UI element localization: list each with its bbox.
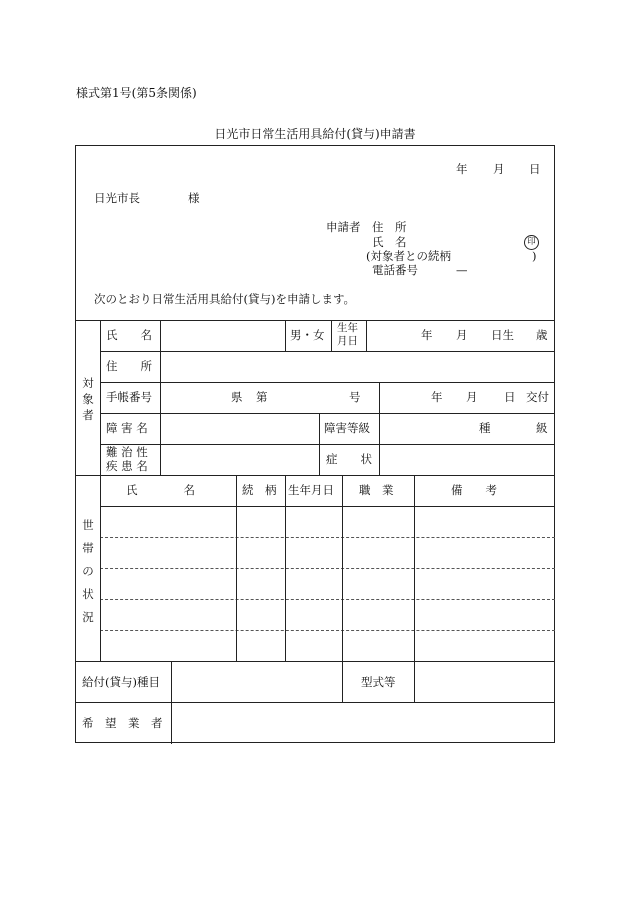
date-year: 年 — [456, 162, 468, 176]
application-form — [75, 145, 555, 743]
relation-label: (対象者との続柄 — [366, 249, 451, 263]
preferred-vendor-label: 希 望 業 者 — [82, 716, 163, 730]
applicant-label: 申請者 — [326, 220, 361, 234]
prefecture-label: 県 — [231, 390, 243, 404]
household-name-header: 氏 名 — [126, 483, 195, 497]
age-label: 歳 — [536, 328, 548, 342]
household-section-label: 世 帯 の 状 況 — [82, 518, 94, 624]
household-relation-header: 続 柄 — [242, 483, 277, 497]
birth-label-line1: 生年 — [337, 322, 358, 334]
seal-icon: 印 — [524, 235, 539, 250]
form-number: 様式第1号(第5条関係) — [76, 86, 197, 100]
subject-address-label: 住 所 — [106, 359, 152, 373]
symptoms-label: 症 状 — [326, 452, 372, 466]
applicant-name-label: 氏 名 — [372, 235, 407, 249]
mayor-addressee: 日光市長 — [94, 191, 140, 205]
intractable-label-line1: 難 治 性 — [106, 445, 148, 459]
subject-name-label: 氏 名 — [106, 328, 152, 342]
disability-name-label: 障 害 名 — [106, 421, 148, 435]
household-birthdate-header: 生年月日 — [288, 483, 334, 497]
birth-label-line2: 月日 — [337, 335, 358, 347]
sex-options: 男・女 — [290, 328, 325, 342]
birth-month: 月 — [456, 328, 468, 342]
intractable-label-line2: 疾 患 名 — [106, 459, 148, 473]
phone-dash: — — [456, 263, 468, 277]
date-month: 月 — [493, 162, 505, 176]
relation-close: ) — [532, 249, 537, 263]
dai-label: 第 — [256, 390, 268, 404]
applicant-address-label: 住 所 — [372, 220, 407, 234]
shu-label: 種 — [479, 421, 491, 435]
household-remarks-header: 備 考 — [451, 483, 497, 497]
kyu-label: 級 — [536, 421, 548, 435]
subject-section-label: 対 象 者 — [82, 376, 94, 422]
disability-grade-label: 障害等級 — [324, 421, 370, 435]
item-type-label: 給付(貸与)種目 — [82, 675, 160, 689]
model-label: 型式等 — [361, 675, 396, 689]
issue-month: 月 — [466, 390, 478, 404]
household-occupation-header: 職 業 — [359, 483, 394, 497]
date-day: 日 — [529, 162, 541, 176]
issue-year: 年 — [431, 390, 443, 404]
sama-honorific: 様 — [188, 191, 200, 205]
application-statement: 次のとおり日常生活用具給付(貸与)を申請します。 — [94, 292, 356, 306]
document-title: 日光市日常生活用具給付(貸与)申請書 — [214, 127, 416, 141]
phone-label: 電話番号 — [372, 263, 418, 277]
issued-label: 交付 — [526, 390, 549, 404]
issue-day: 日 — [504, 390, 516, 404]
go-label: 号 — [349, 390, 361, 404]
birth-year: 年 — [421, 328, 433, 342]
birth-day: 日生 — [491, 328, 514, 342]
handbook-number-label: 手帳番号 — [106, 390, 152, 404]
